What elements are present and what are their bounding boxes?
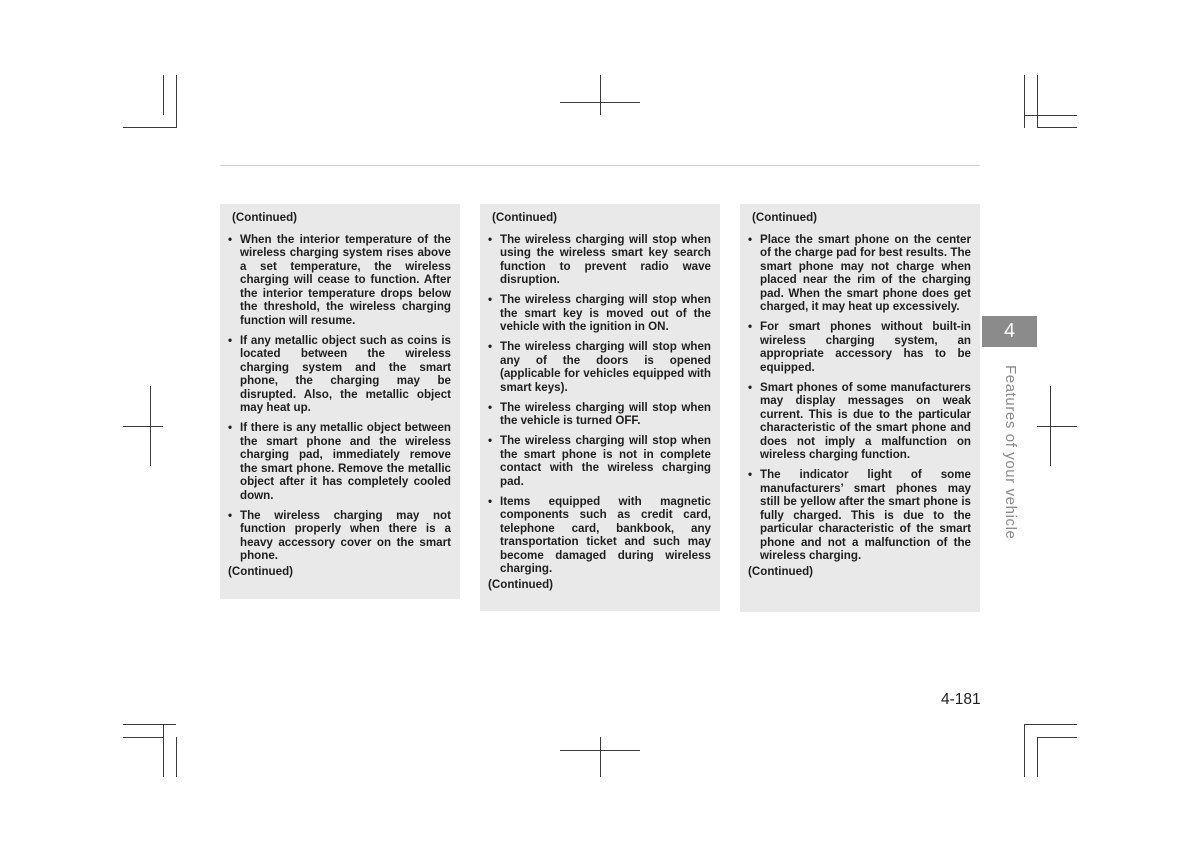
list-item-text: Place the smart phone on the center of the charge pad for best results. The smart phone may not charge when placed near the rim of the charging pad. When the smart phone does get charged, it may heat up excessively. (760, 232, 971, 313)
list-item (748, 381, 972, 462)
continued-footer: (Continued) (488, 578, 554, 591)
list-item-text: The wireless charging will stop when the smart phone is not in complete contact with the wireless charging pad. (500, 434, 711, 488)
continued-heading: (Continued) (752, 211, 818, 224)
bullet-icon: • (228, 508, 233, 522)
bullet-icon: • (488, 434, 493, 447)
bullet-icon: • (228, 421, 233, 434)
list-item-text: Items equipped with magnetic components such as credit card, telephone card, bankbook, any transportation ticket and such may become damaged during wireless charging. (500, 494, 711, 575)
list-item-text: Smart phones of some manufacturers may display messages on weak current. This is due to the particular characteristic of the smart phone and does not imply a malfunction on wireless charging function. (760, 380, 971, 461)
list-item-text: The wireless charging will stop when the smart key is moved out of the vehicle with the ignition in ON. (500, 293, 711, 333)
list-item (488, 434, 712, 488)
chapter-title: Features of your vehicle (1002, 365, 1019, 540)
list-item (488, 340, 712, 394)
list-item (228, 421, 452, 502)
continued-heading: (Continued) (492, 211, 558, 224)
list-item-text: The wireless charging will stop when using the wireless smart key search function to prevent radio wave disruption. (500, 232, 711, 286)
list-item-text: The indicator light of some manufacturers’ smart phones may still be yellow after the smart phone is fully charged. This is due to the particular characteristic of the smart phone and not a malfunction of the wireless charging. (760, 468, 971, 562)
bullet-icon: • (488, 494, 493, 508)
list-item (488, 293, 712, 334)
list-item (748, 233, 972, 314)
list-item-text: The wireless charging will stop when any of the doors is opened (applicable for vehicles equipped with smart keys). (500, 340, 711, 394)
bullet-icon: • (748, 380, 753, 394)
bullet-list (748, 233, 972, 563)
list-item-text: For smart phones without built-in wireless charging system, an appropriate accessory has to be equipped. (760, 320, 971, 374)
list-item-text: The wireless charging may not function properly when there is a heavy accessory cover on the smart phone. (240, 508, 451, 562)
text-column-1 (220, 204, 460, 599)
list-item (228, 334, 452, 415)
bullet-icon: • (748, 232, 753, 246)
list-item-text: If any metallic object such as coins is located between the wireless charging system and the smart phone, the charging may be disrupted. Also, the metallic object may heat up. (240, 333, 451, 414)
list-item-text: If there is any metallic object between the smart phone and the wireless charging pad, immediately remove the smart phone. Remove the metallic object after it has completely cooled down. (240, 421, 451, 502)
list-item (228, 233, 452, 328)
bullet-icon: • (488, 293, 493, 306)
bullet-list (228, 233, 452, 563)
text-column-2 (480, 204, 720, 611)
continued-footer: (Continued) (748, 565, 814, 578)
chapter-tab: 4 (982, 316, 1037, 347)
list-item-text: When the interior temperature of the wireless charging system rises above a set temperature, the wireless charging will cease to function. After the interior temperature drops below the threshold, the wireless charging function will resume. (240, 232, 451, 327)
continued-heading: (Continued) (232, 211, 298, 224)
bullet-icon: • (748, 320, 753, 333)
bullet-icon: • (488, 400, 493, 414)
bullet-list (488, 233, 712, 576)
continued-footer: (Continued) (228, 565, 294, 578)
bullet-icon: • (228, 333, 233, 347)
list-item-text: The wireless charging will stop when the vehicle is turned OFF. (500, 400, 711, 427)
list-item (748, 468, 972, 563)
list-item (488, 233, 712, 287)
text-column-3 (740, 204, 980, 612)
list-item (488, 401, 712, 428)
bullet-icon: • (488, 232, 493, 246)
header-rule (220, 165, 980, 166)
page-number: 4-181 (941, 691, 981, 708)
list-item (488, 495, 712, 576)
list-item (748, 320, 972, 374)
bullet-icon: • (748, 468, 753, 481)
list-item (228, 509, 452, 563)
bullet-icon: • (488, 340, 493, 353)
bullet-icon: • (228, 232, 233, 246)
